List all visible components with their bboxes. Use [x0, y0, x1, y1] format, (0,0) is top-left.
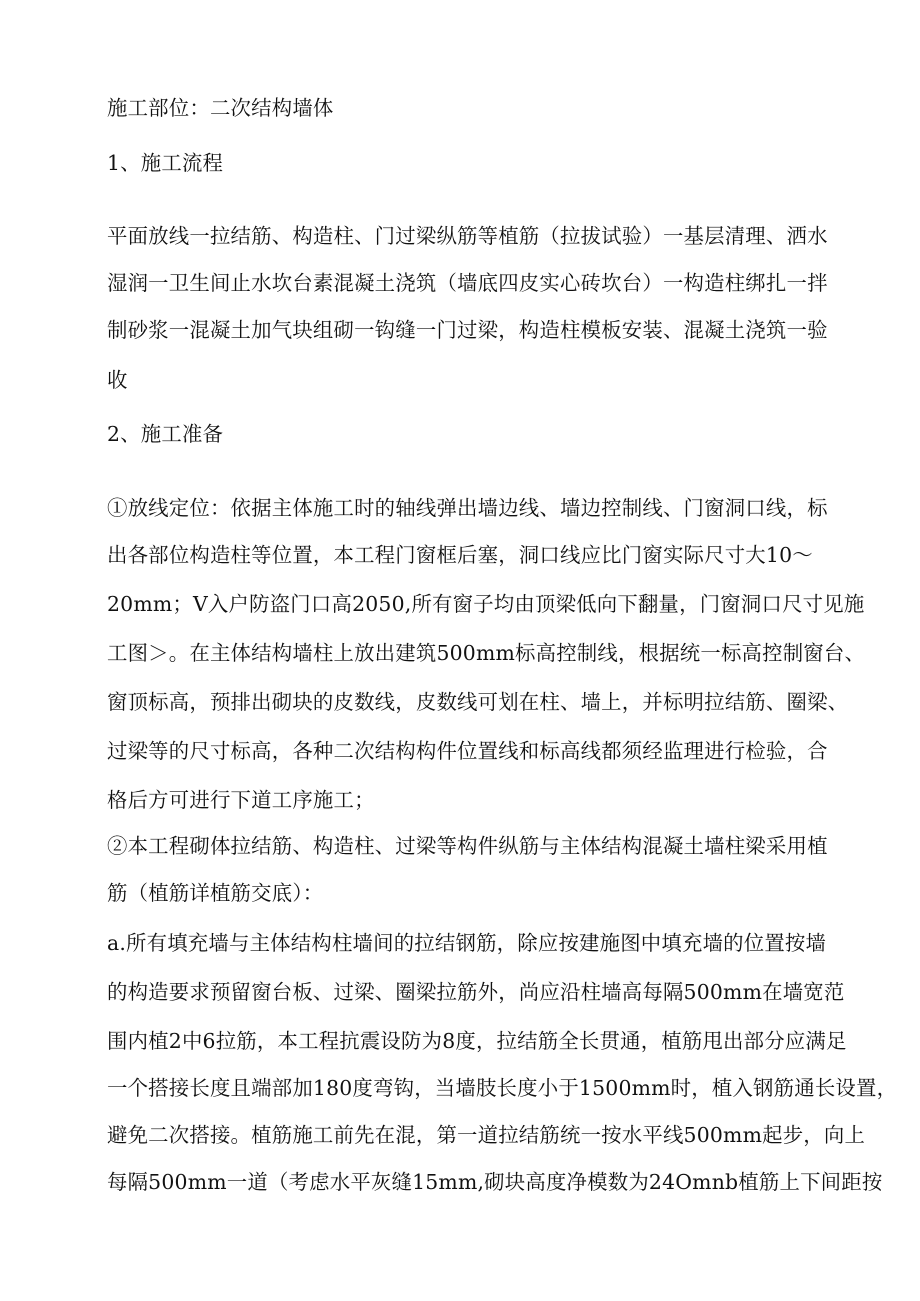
paragraph-line: ②本工程砌体拉结筋、构造柱、过梁等构件纵筋与主体结构混凝土墙柱梁采用植 [107, 834, 828, 858]
paragraph-line: 格后方可进行下道工序施工； [107, 788, 375, 812]
paragraph-line: 一个搭接长度且端部加180度弯钩，当墙肢长度小于1500mm时，植入钢筋通长设置， [107, 1076, 898, 1100]
paragraph-line: 窗顶标高，预排出砌块的皮数线，皮数线可划在柱、墙上，并标明拉结筋、圈梁、 [107, 690, 849, 714]
paragraph-line: 避免二次搭接。植筋施工前先在混，第一道拉结筋统一按水平线500mm起步，向上 [107, 1123, 866, 1147]
flow-line: 平面放线一拉结筋、构造柱、门过梁纵筋等植筋（拉拔试验）一基层清理、洒水 [107, 224, 828, 248]
paragraph-line: 筋（植筋详植筋交底）： [107, 881, 324, 905]
paragraph-line: 工图＞。在主体结构墙柱上放出建筑500mm标高控制线，根据统一标高控制窗台、 [107, 641, 866, 665]
paragraph-line: 围内植2中6拉筋，本工程抗震设防为8度，拉结筋全长贯通，植筋甩出部分应满足 [107, 1029, 847, 1053]
heading-construction-flow: 1、施工流程 [107, 151, 224, 175]
paragraph-line: 20mm；V入户防盗门口高2050,所有窗子均由顶梁低向下翻量，门窗洞口尺寸见施 [107, 592, 865, 616]
paragraph-line: a.所有填充墙与主体结构柱墙间的拉结钢筋，除应按建施图中填充墙的位置按墙 [107, 931, 827, 955]
paragraph-line: ①放线定位：依据主体施工时的轴线弹出墙边线、墙边控制线、门窗洞口线，标 [107, 496, 828, 520]
heading-construction-prep: 2、施工准备 [107, 422, 224, 446]
paragraph-line: 过梁等的尺寸标高，各种二次结构构件位置线和标高线都须经监理进行检验，合 [107, 739, 828, 763]
flow-line: 制砂浆一混凝土加气块组砌一钩缝一门过梁，构造柱模板安装、混凝土浇筑一验 [107, 318, 828, 342]
section-title: 施工部位：二次结构墙体 [107, 96, 334, 120]
paragraph-line: 出各部位构造柱等位置，本工程门窗框后塞，洞口线应比门窗实际尺寸大10～ [107, 543, 813, 567]
flow-line: 收 [107, 368, 128, 392]
paragraph-line: 的构造要求预留窗台板、过梁、圈梁拉筋外，尚应沿柱墙高每隔500mm在墙宽范 [107, 980, 845, 1004]
flow-line: 湿润一卫生间止水坎台素混凝土浇筑（墙底四皮实心砖坎台）一构造柱绑扎一拌 [107, 271, 828, 295]
paragraph-line: 每隔500mm一道（考虑水平灰缝15mm,砌块高度净模数为24Omnb植筋上下间距按 [107, 1170, 883, 1194]
